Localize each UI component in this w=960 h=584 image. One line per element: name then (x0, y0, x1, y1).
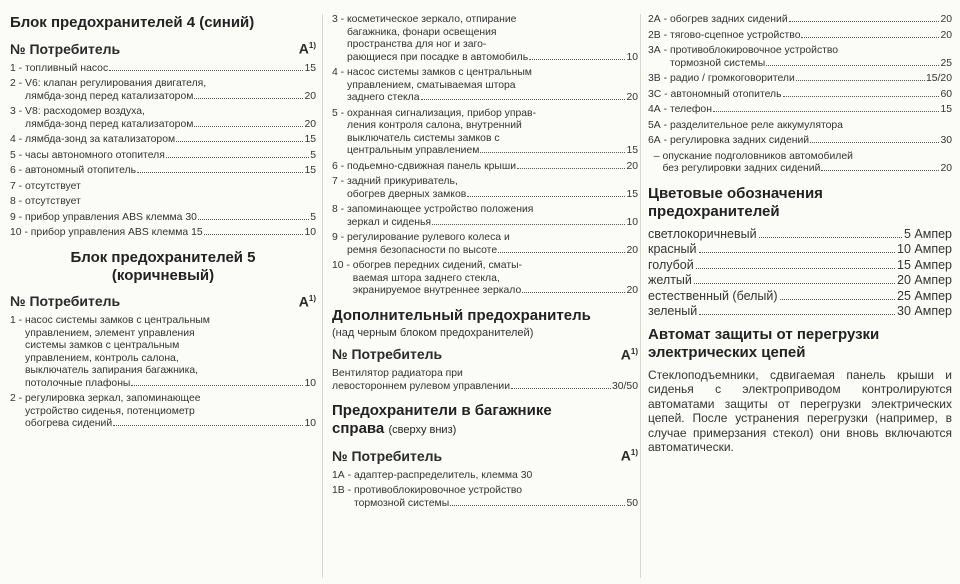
fuse-amperage: 10 (626, 51, 638, 63)
fuse-amperage: 50 (626, 497, 638, 509)
leader-dots (810, 142, 939, 143)
fuse-description-line: противоблокировочное устройство (669, 45, 839, 56)
fuse-entry (648, 14, 952, 27)
fuse-entry (332, 176, 638, 201)
trunk-header-sup: 1) (630, 448, 638, 458)
fuse-number: 4 - (10, 134, 26, 146)
block4-header-no: № Потребитель (10, 40, 121, 57)
fuse-number: 7 - (10, 180, 26, 192)
fuse-entry (648, 45, 952, 70)
leader-dots (713, 111, 940, 112)
fuse-description-line: выключатель запирания багажника, (25, 365, 199, 377)
fuse-description-line: системы замков с центральным (25, 340, 180, 352)
trunk-header-amp: A (620, 447, 631, 464)
extra-header-amp: A (620, 346, 631, 363)
leader-dots (467, 196, 625, 197)
fuse-entry (648, 73, 952, 86)
fuse-amperage: 25 (940, 57, 952, 69)
fuse-number: 4 - (332, 67, 348, 78)
fuse-description: зеркал и сиденья (347, 216, 432, 228)
block5-title (10, 249, 316, 285)
color-value: 5 Ампер (903, 226, 952, 241)
fuse-amperage: 10 (304, 227, 316, 239)
fuse-amperage: 20 (304, 118, 316, 130)
fuse-description-line: устройство сиденья, потенциометр (25, 405, 195, 417)
leader-dots (529, 59, 625, 60)
fuse-description: прибор управления ABS клемма 30 (25, 211, 197, 223)
leader-dots (432, 224, 625, 225)
colors-title (648, 185, 952, 221)
color-row (648, 273, 952, 289)
trunk-title-line2: справа (332, 420, 385, 438)
leader-dots (131, 385, 303, 386)
fuse-amperage: 15 (626, 145, 638, 156)
fuse-amperage: 10 (626, 216, 638, 228)
color-row (648, 304, 952, 320)
fuse-number: 4А - (648, 104, 670, 115)
fuse-entry (10, 196, 316, 209)
leader-dots (176, 141, 303, 142)
fuse-entry (648, 104, 952, 117)
leader-dots (194, 98, 303, 99)
color-name: зеленый (648, 304, 698, 318)
fuse-amperage: 20 (940, 163, 952, 174)
breaker-title-line2: электрических цепей (648, 343, 806, 361)
leader-dots (421, 99, 626, 100)
fuse-entry (648, 120, 952, 133)
color-value: 30 Ампер (897, 304, 952, 318)
color-row (648, 289, 952, 305)
fuse-description: радио / громкоговорители (669, 73, 795, 84)
block5-title-line2: (коричневый) (111, 266, 215, 284)
fuse-entry (332, 14, 638, 64)
fuse-entry (10, 393, 316, 431)
fuse-entry (648, 151, 952, 176)
fuse-entry (648, 89, 952, 102)
fuse-amperage: 20 (626, 160, 638, 172)
fuse-description: потолочные плафоны (25, 377, 131, 389)
fuse-number: 5А - (648, 119, 670, 131)
fuse-description: тормозной системы (353, 497, 450, 509)
fuse-number: 3 - (10, 106, 26, 118)
fuse-number: 5 - (332, 107, 348, 119)
color-row (648, 258, 952, 274)
color-name: естественный (белый) (648, 288, 778, 303)
fuse-description-line: охранная сигнализация, прибор управ- (347, 107, 537, 119)
fuse-number: 1А - (332, 469, 354, 481)
extra-header-no: № Потребитель (332, 346, 443, 363)
fuse-entry (10, 150, 316, 163)
fuse-description-line: насос системы замков с центральным (347, 67, 532, 78)
fuse-number: 6 - (10, 165, 26, 177)
fuse-number: 1В - (332, 485, 354, 497)
fuse-entry (332, 161, 638, 174)
fuse-description: лямбда-зонд перед катализатором (25, 90, 194, 102)
block4-title: Блок предохранителей 4 (синий) (10, 14, 255, 31)
colors-list (648, 227, 952, 320)
block4-header-amp: A (298, 40, 309, 57)
fuse-entry (332, 232, 638, 257)
fuse-amperage: 30/50 (611, 380, 638, 392)
block4-header (10, 38, 316, 57)
fuse-number: 2 - (10, 78, 26, 90)
fuse-description: рающиеся при посадке в автомобиль (347, 51, 529, 63)
extra-header-sup: 1) (630, 346, 638, 356)
color-value: 25 Ампер (897, 288, 952, 303)
leader-dots (498, 252, 625, 253)
fuse-amperage: 15 (626, 188, 638, 200)
fuse-entry (648, 30, 952, 43)
leader-dots (517, 168, 625, 169)
leader-dots (480, 152, 625, 153)
fuse-entry (10, 212, 316, 225)
fuse-number: 10 - (10, 227, 31, 239)
extra-list (332, 368, 638, 393)
fuse-description-line: ваемая штора заднего стекла, (352, 272, 500, 284)
fuse-amperage: 30 (940, 135, 952, 146)
color-value: 15 Ампер (897, 257, 952, 272)
fuse-description-line: V8: расходомер воздуха, (25, 106, 145, 118)
fuse-description: заднего стекла (347, 92, 420, 103)
column-1 (10, 14, 316, 584)
fuse-number: 1 - (10, 62, 26, 74)
leader-dots (194, 126, 303, 127)
color-name: светлокоричневый (648, 226, 757, 241)
fuse-description: адаптер-распределитель, клемма 30 (353, 469, 533, 481)
fuse-number: 6А - (648, 135, 670, 146)
fuse-number: 9 - (10, 211, 26, 223)
fuse-entry (332, 67, 638, 105)
trunk-title-line1: Предохранители в багажнике (332, 402, 552, 420)
fuse-amperage: 20 (626, 92, 638, 103)
fuse-description: регулировка задних сидений (669, 135, 810, 146)
fuse-entry (648, 135, 952, 148)
fuse-description-line: косметическое зеркало, отпирание (347, 14, 517, 25)
fuse-amperage: 5 (310, 149, 316, 161)
leader-dots (137, 172, 303, 173)
fuse-number: 8 - (10, 196, 26, 208)
fuse-amperage: 15 (304, 134, 316, 146)
trunk-header (332, 445, 638, 464)
extra-subtitle: (над черным блоком предохранителей) (332, 326, 534, 339)
fuse-description: прибор управления ABS клемма 15 (30, 227, 203, 239)
fuse-amperage: 60 (940, 88, 952, 100)
block5-list (10, 315, 316, 431)
fuse-description: разделительное реле аккумулятора (669, 119, 843, 131)
fuse-description: обогрев дверных замков (347, 188, 467, 200)
block5-header-no: № Потребитель (10, 293, 121, 310)
fuse-number: 3А - (648, 45, 670, 56)
trunk-cont-list (648, 14, 952, 176)
trunk-header-no: № Потребитель (332, 447, 443, 464)
fuse-description: ремня безопасности по высоте (347, 244, 498, 256)
fuse-description: автономный отопитель (670, 88, 782, 100)
fuse-entry (10, 227, 316, 240)
fuse-description-line: пространства для ног и заго- (347, 39, 487, 50)
colors-title-line1: Цветовые обозначения (648, 184, 823, 202)
fuse-description: телефон (669, 104, 712, 115)
column-divider-1 (322, 14, 323, 578)
fuse-amperage: 15 (940, 104, 952, 115)
fuse-description-line: обогрев передних сидений, сматы- (352, 260, 523, 271)
column-2 (332, 14, 638, 584)
fuse-number: 3С - (648, 88, 671, 100)
fuse-number: 2А - (648, 14, 670, 25)
color-row (648, 227, 952, 243)
block5-cont-list (332, 14, 638, 298)
fuse-entry (10, 106, 316, 131)
color-row (648, 242, 952, 258)
fuse-number: 9 - (332, 232, 348, 243)
fuse-description-line: опускание подголовников автомобилей (662, 150, 853, 162)
fuse-entry (10, 78, 316, 103)
fuse-entry (332, 485, 638, 510)
fuse-description: часы автономного отопителя (25, 149, 165, 161)
fuse-description-line: регулирование рулевого колеса и (347, 232, 510, 243)
fuse-description: автономный отопитель (25, 165, 137, 177)
fuse-description: обогрев задних сидений (669, 14, 788, 25)
breaker-title-line1: Автомат защиты от перегрузки (648, 325, 880, 343)
fuse-number: 10 - (332, 260, 353, 271)
fuse-description-line: управлением, элемент управления (25, 327, 195, 339)
breaker-text: Стеклоподъемники, сдвигаемая панель крыши и сиденья с электроприводом контролируются автоматами защиты от перегрузки электрических цепей. После устранения перегрузки (например, в случае примерзания стекол) они вновь включаются автоматически. (648, 367, 952, 455)
color-value: 20 Ампер (897, 273, 952, 287)
fuse-amperage: 10 (304, 418, 316, 430)
extra-title: Дополнительный предохранитель (332, 306, 591, 324)
fuse-amperage: 20 (304, 90, 316, 102)
fuse-description-line: регулировка зеркал, запоминающее (25, 393, 201, 405)
leader-dots (821, 170, 939, 171)
fuse-description-line: багажника, фонари освещения (347, 26, 497, 38)
leader-dots (113, 425, 303, 426)
fuse-amperage: 15 (304, 165, 316, 177)
fuse-amperage: 20 (940, 29, 952, 41)
fuse-number: 3В - (648, 73, 670, 84)
fuse-entry (10, 315, 316, 390)
color-value: 10 Ампер (897, 242, 952, 256)
fuse-entry (332, 108, 638, 158)
fuse-amperage: 15 (304, 62, 316, 74)
leader-dots (522, 292, 625, 293)
fuse-number: 2 - (10, 393, 26, 405)
fuse-entry (332, 204, 638, 229)
fuse-amperage: 10 (304, 377, 316, 389)
trunk-list (332, 470, 638, 511)
fuse-number: 2В - (648, 29, 670, 41)
block4-list (10, 63, 316, 240)
fuse-description-line: запоминающее устройство положения (347, 204, 534, 215)
fuse-description-line: выключатель системы замков с (347, 132, 500, 144)
fuse-entry (10, 63, 316, 76)
leader-dots (198, 219, 309, 220)
column-3 (648, 14, 952, 584)
fuse-entry (332, 368, 638, 393)
leader-dots (766, 65, 939, 66)
fuse-description: отсутствует (25, 180, 81, 192)
fuse-amperage: 20 (626, 244, 638, 256)
leader-dots (783, 96, 940, 97)
block5-title-line1: Блок предохранителей 5 (70, 248, 256, 266)
fuse-description-line: задний прикуриватель, (347, 176, 458, 187)
leader-dots (789, 21, 940, 22)
fuse-description-line: насос системы замков с центральным (25, 315, 210, 327)
fuse-description-line: противоблокировочное устройство (353, 485, 523, 497)
fuse-description-line: Вентилятор радиатора при (332, 368, 463, 380)
fuse-description-line: ления контроля салона, внутренний (347, 120, 522, 131)
breaker-title (648, 326, 952, 362)
fuse-description: отсутствует (25, 196, 81, 208)
block4-header-sup: 1) (308, 41, 316, 50)
fuse-description: лямбда-зонд перед катализатором (25, 118, 194, 130)
trunk-title-note: (сверху вниз) (388, 424, 457, 437)
fuse-number: 3 - (332, 14, 348, 25)
color-name: голубой (648, 257, 694, 272)
fuse-description-line: V6: клапан регулирования двигателя, (25, 78, 207, 90)
fuse-description-line: управлением, сматываемая штора (347, 79, 516, 91)
block5-header-sup: 1) (308, 293, 316, 303)
fuse-description: подьемно-сдвижная панель крыши (347, 160, 517, 172)
fuse-amperage: 20 (940, 14, 952, 25)
fuse-description: тягово-сцепное устройство (669, 29, 801, 41)
fuse-number: – (648, 150, 663, 162)
fuse-entry (10, 181, 316, 194)
fuse-description: левостороннем рулевом управлении (332, 380, 511, 392)
leader-dots (109, 70, 303, 71)
leader-dots (166, 157, 309, 158)
leader-dots (801, 37, 939, 38)
fuse-entry (10, 134, 316, 147)
leader-dots (511, 388, 611, 389)
leader-dots (796, 80, 925, 81)
fuse-description: без регулировки задних сидений (662, 163, 821, 174)
fuse-amperage: 15/20 (925, 73, 952, 84)
color-name: желтый (648, 273, 692, 287)
fuse-entry (332, 470, 638, 483)
fuse-number: 5 - (10, 149, 26, 161)
fuse-description: тормозной системы (669, 57, 766, 69)
trunk-title (332, 402, 638, 439)
fuse-amperage: 20 (626, 285, 638, 296)
block5-header-amp: A (298, 293, 309, 310)
fuse-description: экранируемое внутреннее зеркало (352, 285, 522, 296)
fuse-description: обогрева сидений (25, 418, 113, 430)
column-divider-2 (640, 14, 641, 578)
block5-header (10, 291, 316, 310)
fuse-amperage: 5 (310, 211, 316, 223)
leader-dots (204, 234, 304, 235)
fuse-number: 6 - (332, 160, 348, 172)
fuse-description-line: управлением, контроль салона, (25, 352, 179, 364)
fuse-description: центральным управлением (347, 145, 480, 156)
leader-dots (450, 505, 625, 506)
color-name: красный (648, 242, 697, 256)
fuse-description: топливный насос (25, 62, 109, 74)
fuse-number: 8 - (332, 204, 348, 215)
fuse-number: 7 - (332, 176, 348, 187)
fuse-entry (332, 260, 638, 298)
colors-title-line2: предохранителей (648, 202, 780, 220)
fuse-description: лямбда-зонд за катализатором (25, 134, 176, 146)
fuse-entry (10, 165, 316, 178)
extra-header (332, 344, 638, 363)
fuse-number: 1 - (10, 315, 26, 327)
